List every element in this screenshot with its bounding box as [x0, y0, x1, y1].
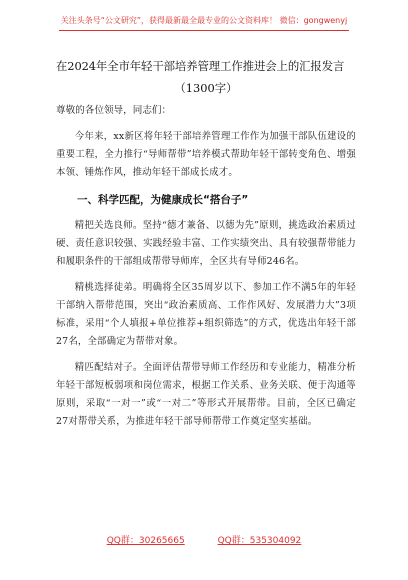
document-page — [56, 56, 356, 431]
salutation: 尊敬的各位领导，同志们： — [56, 105, 172, 116]
intro-paragraph: 今年来，xx新区将年轻干部培养管理工作作为加强干部队伍建设的重要工程，全力推行“导师帮带”培养模式帮助年轻干部转变角色、增强本领、锤炼作风，推动年轻干部成长成才。 — [56, 131, 356, 178]
footer-contact — [0, 533, 408, 546]
body-paragraph-2: 精桃选择徒弟。明确将全区35周岁以下、参加工作不满5年的年轻干部纳入帮带范围，突出“政治素质高、工作作风好、发展潜力大”3项标准，采用“个人填报+单位推荐+组织筛选”的方式，优选出年轻干部27名，全部确定为帮带对象。 — [56, 282, 356, 347]
document-word-count: （1300字） — [174, 81, 238, 95]
section-heading-1: 一、科学匹配，为健康成长“搭台子” — [77, 194, 249, 206]
document-title — [56, 56, 356, 98]
body-paragraph-1: 精把关选良师。坚持“德才兼备、以德为先”原则，挑选政治素质过硬、责任意识较强、实践经验丰富、工作实绩突出、具有较强帮带能力和履职条件的干部组成帮带导师库，全区共有导师246名。 — [56, 220, 356, 267]
header-banner-text: 关注头条号“公文研究”，获得最新最全最专业的公文资料库！ 微信：gongwenyj — [59, 14, 349, 31]
header-banner — [0, 6, 408, 36]
footer-qq-group-2: QQ群：535304092 — [217, 536, 302, 546]
document-title-line1: 在2024年全市年轻干部培养管理工作推进会上的汇报发言 — [56, 59, 345, 73]
footer-qq-group-1: QQ群：30265665 — [106, 536, 185, 546]
body-paragraph-3: 精匹配结对子。全面评估帮带导师工作经历和专业能力，精准分析年轻干部短板弱项和岗位需求，根据工作关系、业务关联、便于沟通等原则，采取“一对一”或“一对二”等形式开展帮带。目前，全区已确定27对帮带关系，为推进年轻干部导师帮带工作奠定坚实基础。 — [56, 362, 356, 427]
